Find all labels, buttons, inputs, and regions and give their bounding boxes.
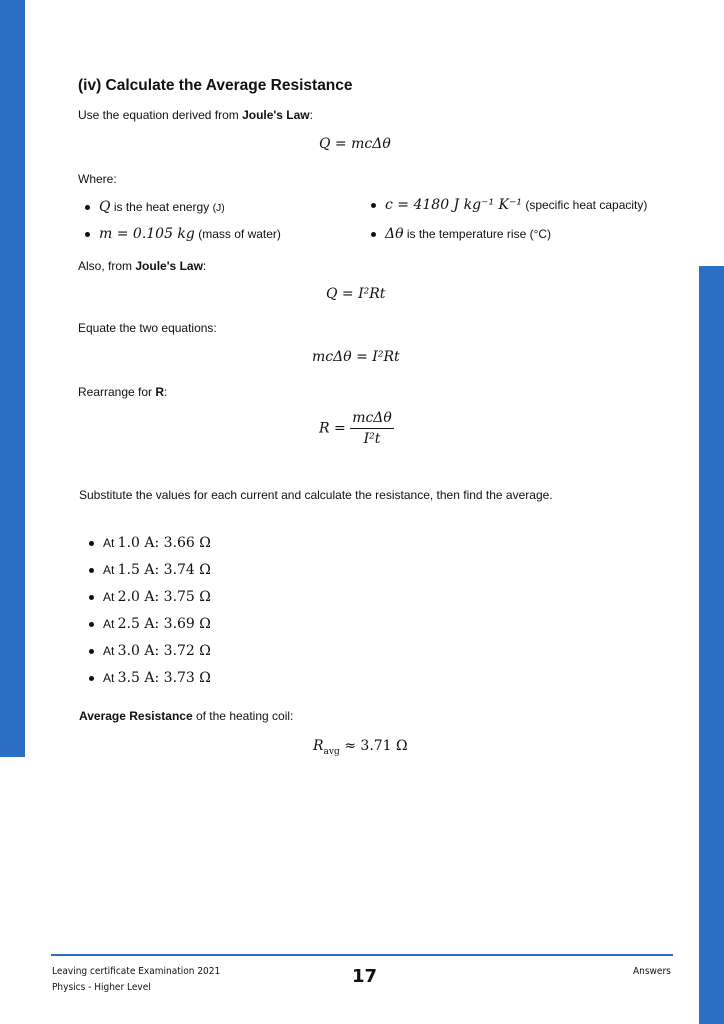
left-accent-band <box>0 0 25 757</box>
rearrange-paragraph: Rearrange for R: <box>78 385 168 399</box>
equate-paragraph: Equate the two equations: <box>78 321 217 335</box>
page-number: 17 <box>352 966 378 987</box>
equation-heat: Q = mcΔθ <box>319 136 391 152</box>
result-item: At 3.5 A: 3.73 Ω <box>103 670 211 686</box>
substitute-paragraph: Substitute the values for each current and calculate the resistance, then find the average. <box>79 488 553 502</box>
definition-c: c = 4180 J kg⁻¹ K⁻¹ (specific heat capacity) <box>385 197 648 213</box>
footer-section: Answers <box>633 966 671 977</box>
footer-exam-title: Leaving certificate Examination 2021 <box>52 966 221 977</box>
equation-joule: Q = I²Rt <box>326 286 386 302</box>
intro-paragraph: Use the equation derived from Joule's Law: <box>78 108 313 122</box>
resistance-fraction: $\frac{\text{mcΔθ}}{\text{I²t}}$ <box>352 410 392 447</box>
average-paragraph: Average Resistance of the heating coil: <box>79 709 294 723</box>
equation-resistance: R = $\frac{\text{mcΔθ}}{\text{I²t}}$ <box>319 410 392 447</box>
also-paragraph: Also, from Joule's Law: <box>78 259 207 273</box>
result-item: At 2.0 A: 3.75 Ω <box>103 589 211 605</box>
definition-m: m = 0.105 kg (mass of water) <box>99 226 281 242</box>
result-item: At 2.5 A: 3.69 Ω <box>103 616 211 632</box>
section-heading: (iv) Calculate the Average Resistance <box>78 77 353 94</box>
equation-equated: mcΔθ = I²Rt <box>312 349 400 365</box>
result-item: At 1.0 A: 3.66 Ω <box>103 535 211 551</box>
footer-subject: Physics - Higher Level <box>52 982 151 993</box>
final-result: $R_{avg} \approx 3.71$ Ω <box>313 738 408 757</box>
result-item: At 1.5 A: 3.74 Ω <box>103 562 211 578</box>
footer-divider <box>51 954 673 956</box>
result-item: At 3.0 A: 3.72 Ω <box>103 643 211 659</box>
definition-q: Q is the heat energy (J) <box>99 199 225 215</box>
definition-delta-theta: Δθ is the temperature rise (°C) <box>385 226 552 242</box>
right-accent-band <box>699 266 724 1024</box>
where-label: Where: <box>78 172 117 186</box>
